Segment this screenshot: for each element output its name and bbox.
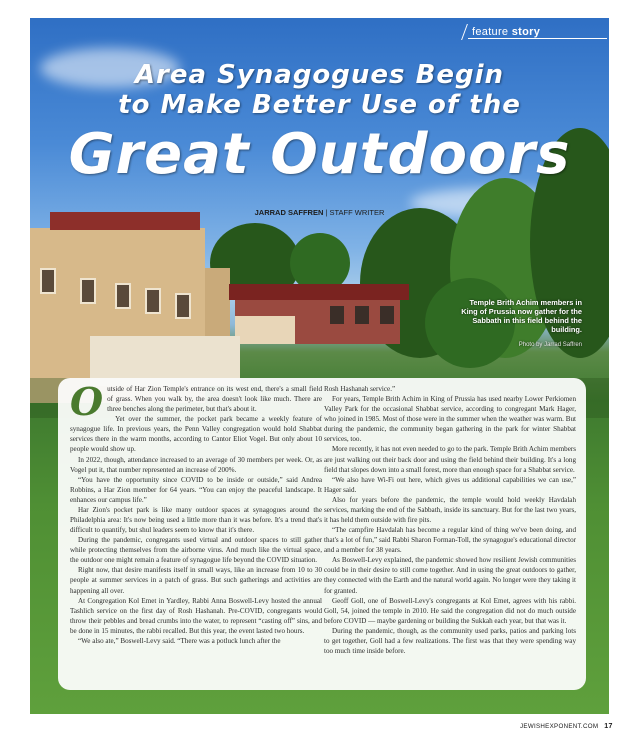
paragraph: Har Zion's pocket park is like many outdoor spaces at synagogues around the Philadelphia area: It's now being used a little more than it was before. It's a trend that's difficult to quantify, but shul leaders seem to know that it's there. xyxy=(70,505,322,535)
paragraph: “We also ate,” Boswell-Levy said. “There was a potluck lunch after the xyxy=(78,636,281,645)
article-column-left xyxy=(70,379,322,646)
paragraph: Also for years before the pandemic, the temple would hold weekly Havdalah services, marking the end of the Sabbath, inside its sanctuary. But for the last two years, it has held them outside with fire pits. xyxy=(324,495,576,525)
section-tag-light: feature xyxy=(472,26,509,38)
paragraph: Geoff Goll, one of Boswell-Levy's congregants at Kol Emet, agrees with his rabbi. Goll, 54, joined the temple in 2010. He said the congregation did not do much outside before COVID — maybe gardening or building the Sukkah each year, but that was it. xyxy=(324,596,576,625)
paragraph: Yet over the summer, the pocket park became a weekly feature of synagogue life. In previous years, the Penn Valley congregation would hold Shabbat services there in the warm months, according to Cantor Eliot Vogel. But only about 10 people would show up. xyxy=(70,415,322,454)
window xyxy=(175,293,191,319)
byline xyxy=(30,208,609,217)
byline-author: JARRAD SAFFREN xyxy=(254,208,324,217)
paragraph: For years, Temple Brith Achim in King of Prussia has used nearby Lower Perkiomen Valley Park for the occasional Shabbat service, according to congregant Mark Hager, who joined in 1985. Most of those were in the summer when the weather was warm. But during the pandemic, the community began gathering in the park for winter Shabbat services, too. xyxy=(324,395,576,444)
article-column-right xyxy=(324,384,576,656)
site-url: JEWISHEXPONENT.COM xyxy=(520,723,599,730)
paragraph: During the pandemic, though, as the community used parks, patios and parking lots to get together, Goll had a few realizations. The first was that they were spending way too much time inside before. xyxy=(324,626,576,656)
drop-cap: O xyxy=(70,379,104,424)
page-number: 17 xyxy=(604,723,613,730)
paragraph: “The campfire Havdalah has become a regular kind of thing we've been doing, and that's a lot of fun,” said Rabbi Sharon Forman-Toll, the synagogue's educational director and a member for 38 years. xyxy=(324,526,576,555)
window xyxy=(145,288,161,314)
window xyxy=(80,278,96,304)
paragraph: At Congregation Kol Emet in Yardley, Rabbi Anna Boswell-Levy hosted the annual Tashlich service on the first day of Rosh Hashanah. Pre-COVID, congregants would throw their pebbles and bread crumbs into the water, to represent “casting off” sins, and be done in 15 minutes, the rabbi recalled. But this year, the event lasted two hours. xyxy=(70,596,322,635)
paragraph: “You have the opportunity since COVID to be inside or outside,” said Andrea Robbins, a Har Zion member for 64 years. “You can enjoy the peaceful landscape. It enhances our campus life.” xyxy=(70,475,322,504)
article-body xyxy=(58,378,586,690)
photo-credit: Photo by Jarrad Saffren xyxy=(518,342,582,348)
photo-caption: Temple Brith Achim members in King of Prussia now gather for the Sabbath in this field behind the building. xyxy=(461,298,582,334)
headline-line-1: Area Synagogues Begin xyxy=(134,60,505,90)
window xyxy=(355,306,369,324)
building-roof xyxy=(229,284,409,300)
paragraph: Rosh Hashanah service.” xyxy=(324,385,396,393)
paragraph: More recently, it has not even needed to go to the park. Temple Brith Achim members are just walking out their back door and using the field behind their building. It's a long field that slopes down into a small forest, more than enough space for a Shabbat service. xyxy=(324,445,576,474)
section-tag xyxy=(472,26,540,38)
paragraph: “We also have Wi-Fi out here, which gives us additional capabilities we can use,” Hager said. xyxy=(324,475,576,494)
headline xyxy=(30,60,609,186)
window xyxy=(115,283,131,309)
paragraph: Outside of Har Zion Temple's entrance on its west end, there's a small field of grass. When you walk by, the area doesn't look like much. There are three benches along the perimeter, but that's about it. xyxy=(70,379,322,424)
headline-line-3: Great Outdoors xyxy=(68,122,571,187)
headline-line-2: to Make Better Use of the xyxy=(118,90,521,120)
section-tag-bold: story xyxy=(511,26,541,38)
paragraph: In 2022, though, attendance increased to an average of 30 members per week. Or, as Vogel put it, that number represented an increase of 200%. xyxy=(70,455,322,474)
building-panel xyxy=(235,316,295,344)
paragraph: Right now, that desire manifests itself in small ways, like an increase from 10 to 30 people at summer services in a patch of grass. But such gatherings and activities are happening all over. xyxy=(70,566,322,595)
paragraph: As Boswell-Levy explained, the pandemic showed how resilient Jewish communities could be in their desire to still come together. And in using the great outdoors to gather, they connected with the Earth and the natural world again. No longer were they taking it for granted. xyxy=(324,556,576,595)
window xyxy=(330,306,344,324)
window xyxy=(380,306,394,324)
byline-role: | STAFF WRITER xyxy=(325,208,385,217)
tag-rule xyxy=(468,38,607,39)
page-footer xyxy=(520,723,613,730)
red-building xyxy=(235,298,400,344)
window xyxy=(40,268,56,294)
paragraph: During the pandemic, congregants used virtual and outdoor spaces to still gather while protecting themselves from the airborne virus. And much like the virtual space, the outdoor one might remain a feature of synagogue life beyond the COVID situation. xyxy=(70,536,322,565)
